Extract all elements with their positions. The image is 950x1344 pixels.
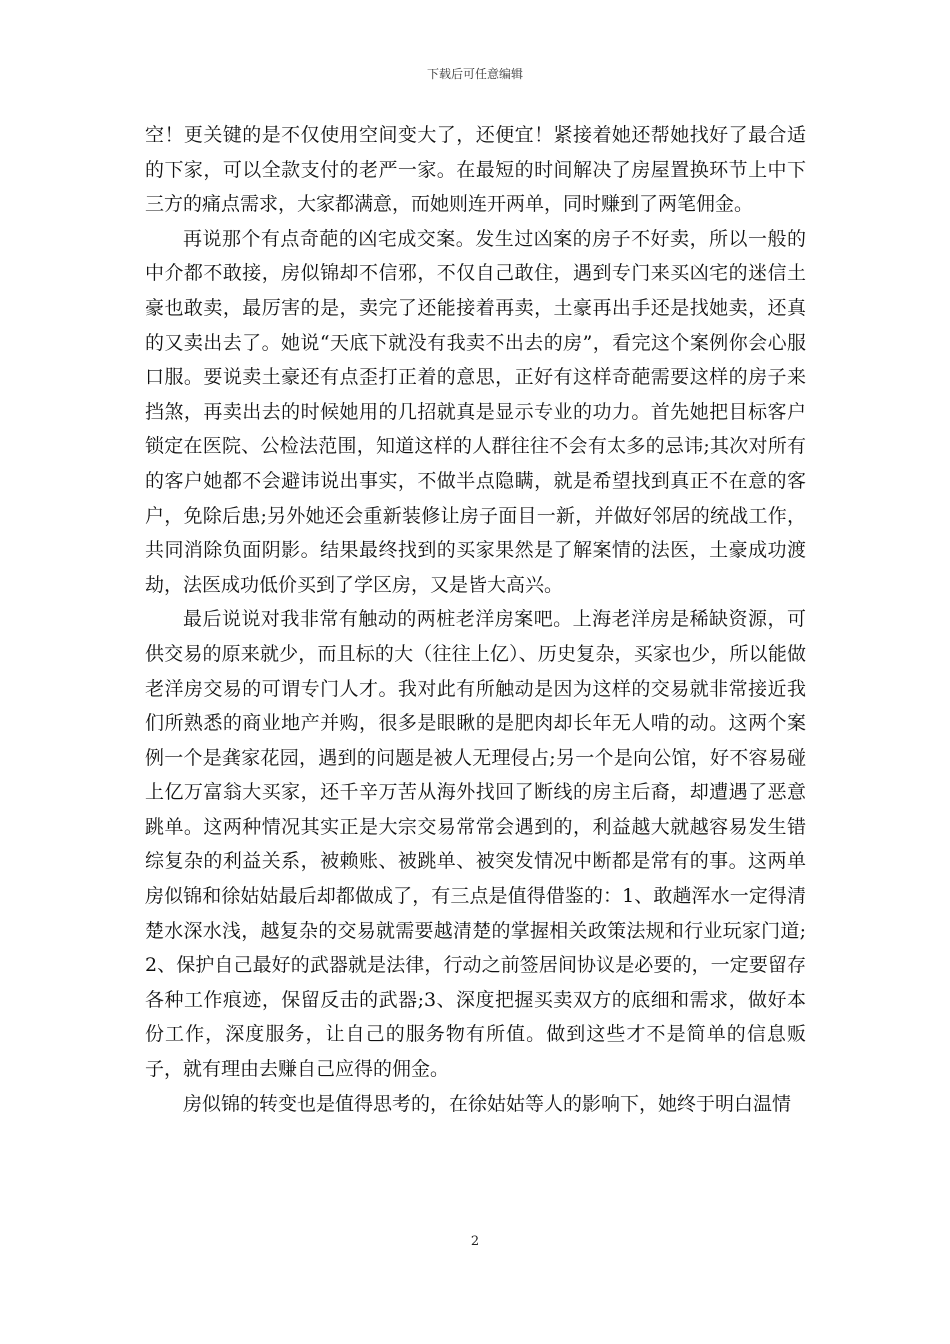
paragraph-transformation: 房似锦的转变也是值得思考的，在徐姑姑等人的影响下，她终于明白温情 bbox=[183, 1092, 792, 1115]
page-number: 2 bbox=[470, 1234, 480, 1249]
paragraph-haunted-house-case: 再说那个有点奇葩的凶宅成交案。发生过凶案的房子不好卖，所以一般的中介都不敢接，房似锦却不信邪，不仅自己敢住，遇到专门来买凶宅的迷信土豪也敢卖，最厉害的是，卖完了还能接着再卖，土豪再出手还是找她卖，还真的又卖出去了。她说“天底下就没有我卖不出去的房”，看完这个案例你会心服口服。要说卖土豪还有点歪打正着的意思，正好有这样奇葩需要这样的房子来挡煞，再卖出去的时候她用的几招就真是显示专业的功力。首先她把目标客户锁定在医院、公检法范围，知道这样的人群往往不会有太多的忌讳;其次对所有的客户她都不会避讳说出事实，不做半点隐瞒，就是希望找到真正不在意的客户，免除后患;另外她还会重新装修让房子面目一新，并做好邻居的统战工作，共同消除负面阴影。结果最终找到的买家果然是了解案情的法医，土豪成功渡劫，法医成功低价买到了学区房，又是皆大高兴。 bbox=[145, 227, 806, 596]
paragraph-old-villa-cases: 最后说说对我非常有触动的两桩老洋房案吧。上海老洋房是稀缺资源，可供交易的原来就少，而且标的大（往往上亿）、历史复杂，买家也少，所以能做老洋房交易的可谓专门人才。我对此有所触动是因为这样的交易就非常接近我们所熟悉的商业地产并购，很多是眼瞅的是肥肉却长年无人啃的动。这两个案例一个是龚家花园，遇到的问题是被人无理侵占;另一个是向公馆，好不容易碰上亿万富翁大买家，还千辛万苦从海外找回了断线的房主后裔，却遭遇了恶意跳单。这两种情况其实正是大宗交易常常会遇到的，利益越大就越容易发生错综复杂的利益关系，被赖账、被跳单、被突发情况中断都是常有的事。这两单房似锦和徐姑姑最后却都做成了，有三点是值得借鉴的：1、敢趟浑水一定得清楚水深水浅，越复杂的交易就需要越清楚的掌握相关政策法规和行业玩家门道;2、保护自己最好的武器就是法律，行动之前签居间协议是必要的，一定要留存各种工作痕迹，保留反击的武器;3、深度把握买卖双方的底细和需求，做好本份工作，深度服务，让自己的服务物有所值。做到这些才不是简单的信息贩子，就有理由去赚自己应得的佣金。 bbox=[145, 608, 806, 1081]
page-header: 下载后可任意编辑 bbox=[426, 67, 523, 81]
paragraph-continuation: 空！更关键的是不仅使用空间变大了，还便宜！紧接着她还帮她找好了最合适的下家，可以全款支付的老严一家。在最短的时间解决了房屋置换环节上中下三方的痛点需求，大家都满意，而她则连开两单，同时赚到了两笔佣金。 bbox=[145, 124, 806, 216]
document-body bbox=[145, 118, 806, 1121]
